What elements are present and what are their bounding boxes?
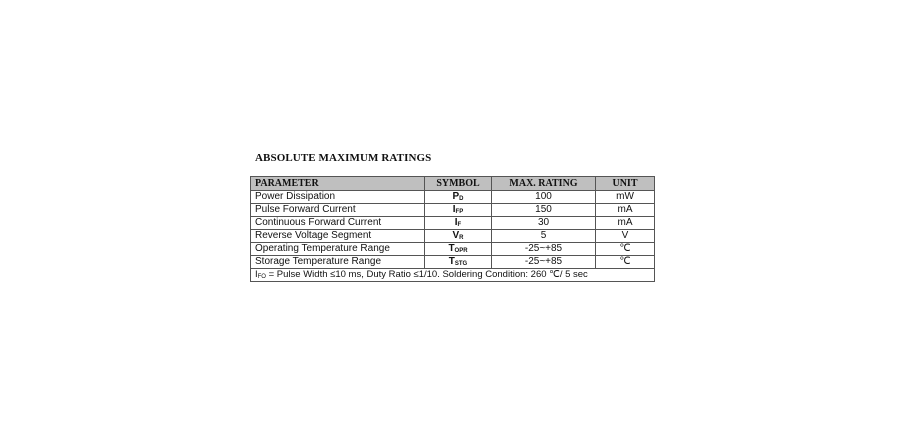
table-row — [251, 191, 655, 204]
header-symbol: SYMBOL — [425, 177, 492, 191]
section-title: ABSOLUTE MAXIMUM RATINGS — [255, 152, 432, 164]
symbol-letter: I — [452, 204, 456, 215]
symbol-subscript: OPR — [454, 248, 468, 254]
parameter-cell: Pulse Forward Current — [251, 204, 425, 217]
symbol-cell — [425, 243, 492, 256]
symbol-cell — [425, 256, 492, 269]
table-footnote — [251, 269, 655, 282]
header-max-rating: MAX. RATING — [492, 177, 596, 191]
symbol-subscript: FP — [455, 209, 464, 215]
symbol-letter: I — [454, 217, 458, 228]
table-row — [251, 256, 655, 269]
rating-cell: 100 — [492, 191, 596, 204]
unit-cell: mW — [596, 191, 655, 204]
symbol-letter: T — [448, 256, 455, 267]
unit-cell: ℃ — [596, 243, 655, 256]
parameter-cell: Continuous Forward Current — [251, 217, 425, 230]
unit-cell: V — [596, 230, 655, 243]
unit-cell: mA — [596, 204, 655, 217]
parameter-cell: Operating Temperature Range — [251, 243, 425, 256]
table-header-row — [251, 177, 655, 191]
rating-cell: 150 — [492, 204, 596, 217]
unit-cell: ℃ — [596, 256, 655, 269]
unit-cell: mA — [596, 217, 655, 230]
symbol-letter: V — [452, 230, 460, 241]
rating-cell: 5 — [492, 230, 596, 243]
rating-cell: -25~+85 — [492, 256, 596, 269]
table-row — [251, 243, 655, 256]
footnote-symbol: I — [255, 269, 258, 280]
symbol-subscript: F — [457, 222, 462, 228]
table-row — [251, 230, 655, 243]
symbol-cell — [425, 217, 492, 230]
symbol-letter: T — [448, 243, 455, 254]
parameter-cell: Power Dissipation — [251, 191, 425, 204]
table-row — [251, 204, 655, 217]
symbol-letter: P — [452, 191, 460, 202]
symbol-subscript: STG — [454, 261, 468, 267]
header-parameter: PARAMETER — [251, 177, 425, 191]
rating-cell: 30 — [492, 217, 596, 230]
ratings-table — [250, 176, 655, 282]
header-unit: UNIT — [596, 177, 655, 191]
symbol-cell — [425, 191, 492, 204]
ratings-section — [250, 152, 654, 282]
symbol-cell — [425, 230, 492, 243]
table-row — [251, 217, 655, 230]
symbol-subscript: R — [459, 235, 464, 241]
footnote-text: = Pulse Width ≤10 ms, Duty Ratio ≤1/10. Soldering Condition: 260 ℃/ 5 sec — [265, 269, 588, 280]
parameter-cell: Reverse Voltage Segment — [251, 230, 425, 243]
parameter-cell: Storage Temperature Range — [251, 256, 425, 269]
table-note-row — [251, 269, 655, 282]
rating-cell: -25~+85 — [492, 243, 596, 256]
symbol-cell — [425, 204, 492, 217]
symbol-subscript: D — [459, 196, 464, 202]
footnote-symbol-subscript: FO — [257, 274, 266, 280]
